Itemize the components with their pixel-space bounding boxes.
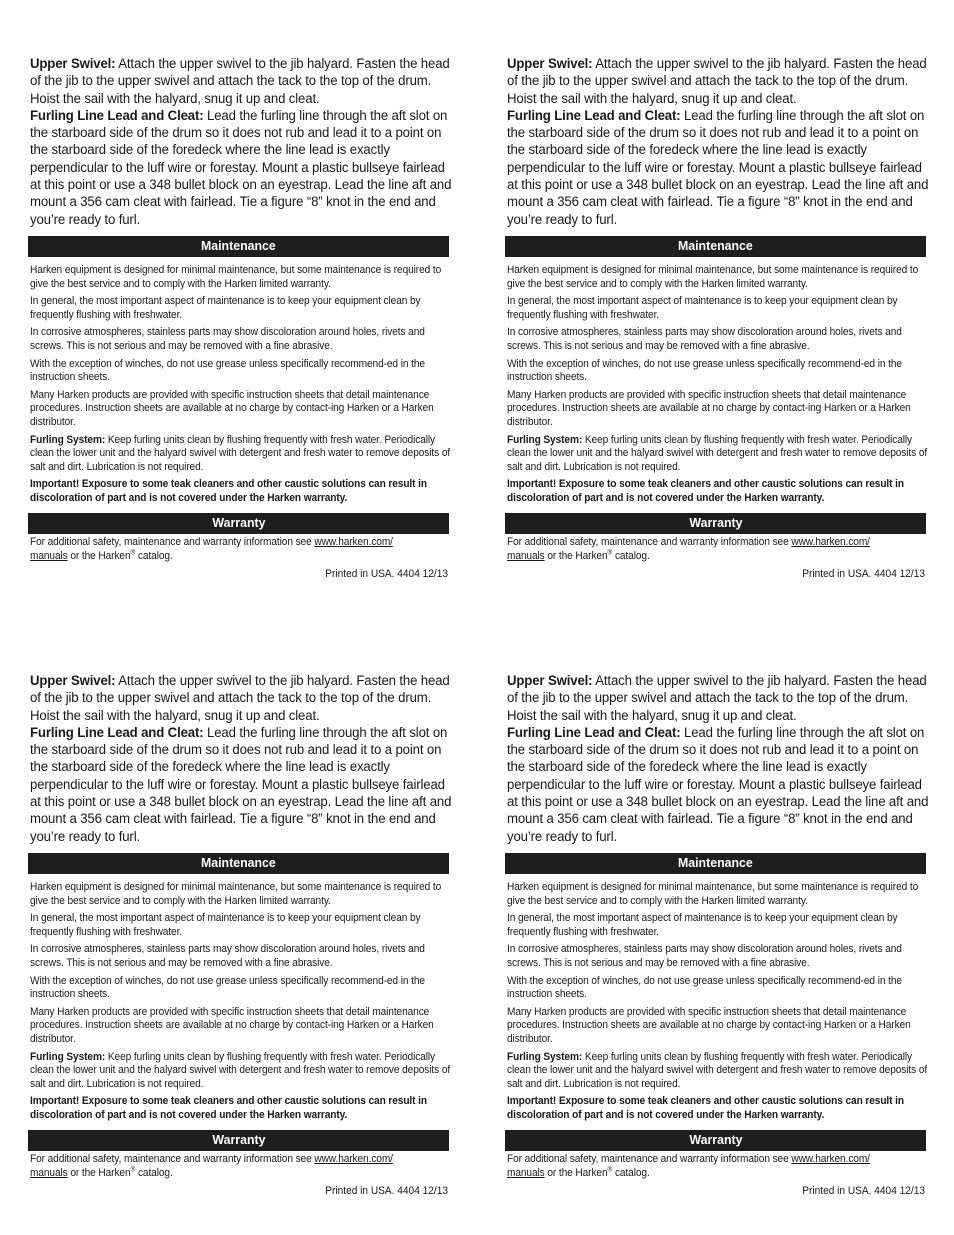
- furling-system-label: Furling System:: [507, 433, 583, 446]
- instruction-panel-top-right: [505, 56, 927, 580]
- warranty-heading-bar: [505, 513, 926, 534]
- maintenance-para-5: Many Harken products are provided with specific instruction sheets that detail maintenance procedures. Instruction sheets are available at no charge by contact-ing Harken or a Harken distributor.: [507, 1005, 911, 1045]
- furling-lead-text: Lead the furling line through the aft slot on the starboard side of the drum so it does not rub and lead it to a point on the starboard side of the foredeck where the line lead is exactly perpendicular to the luff wire or forestay. Mount a plastic bullseye fairlead at this point or use a 348 bullet block on an eyestrap. Lead the line aft and mount a 356 cam cleat with fairlead. Tie a figure “8” knot in the end and you’re ready to furl.: [507, 724, 929, 845]
- upper-swivel-label: Upper Swivel:: [507, 673, 593, 689]
- instructions-text: [30, 56, 452, 229]
- maintenance-heading: Maintenance: [678, 237, 753, 253]
- upper-swivel-text: Attach the upper swivel to the jib halyard. Fasten the head of the jib to the upper swivel and attach the tack to the top of the drum. Hoist the sail with the halyard, snug it up and cleat.: [507, 673, 927, 724]
- maintenance-heading-bar: [505, 236, 926, 257]
- link-part-1[interactable]: www.harken.com/: [314, 536, 393, 549]
- maintenance-para-1: Harken equipment is designed for minimal maintenance, but some maintenance is required to give the best service and to comply with the Harken limited warranty.: [30, 263, 442, 290]
- furling-system-label: Furling System:: [507, 1050, 583, 1063]
- upper-swivel-paragraph: [507, 673, 929, 725]
- maintenance-para-1: Harken equipment is designed for minimal maintenance, but some maintenance is required to give the best service and to comply with the Harken limited warranty.: [507, 880, 919, 907]
- maintenance-heading: Maintenance: [201, 237, 276, 253]
- upper-swivel-label: Upper Swivel:: [507, 56, 593, 72]
- maintenance-para-3: In corrosive atmospheres, stainless parts may show discoloration around holes, rivets and screws. This is not serious and may be removed with a fine abrasive.: [30, 943, 425, 969]
- maintenance-para-4: With the exception of winches, do not use grease unless specifically recommend-ed in the instruction sheets.: [507, 974, 902, 1001]
- furling-system-text: Keep furling units clean by flushing frequently with fresh water. Periodically clean the lower unit and the halyard swivel with detergent and fresh water to remove deposits of salt and dirt. Lubrication is not required.: [507, 433, 928, 473]
- furling-lead-label: Furling Line Lead and Cleat:: [30, 724, 204, 741]
- important-notice: Important! Exposure to some teak cleaners and other caustic solutions can result in discoloration of part and is not covered under the Harken warranty.: [507, 478, 904, 504]
- printed-info-text: Printed in USA. 4404 12/13: [325, 1184, 448, 1197]
- maintenance-para-3: In corrosive atmospheres, stainless parts may show discoloration around holes, rivets and screws. This is not serious and may be removed with a fine abrasive.: [507, 326, 902, 352]
- furling-lead-label: Furling Line Lead and Cleat:: [507, 107, 681, 124]
- link-part-1[interactable]: www.harken.com/: [791, 1153, 870, 1166]
- maintenance-para-1: Harken equipment is designed for minimal maintenance, but some maintenance is required to give the best service and to comply with the Harken limited warranty.: [507, 263, 919, 290]
- upper-swivel-text: Attach the upper swivel to the jib halyard. Fasten the head of the jib to the upper swivel and attach the tack to the top of the drum. Hoist the sail with the halyard, snug it up and cleat.: [30, 56, 450, 107]
- warranty-text: [30, 536, 450, 563]
- maintenance-heading-bar: [28, 853, 449, 874]
- registered-mark: ®: [130, 549, 136, 557]
- warranty-text-before: For additional safety, maintenance and warranty information see: [30, 536, 315, 549]
- maintenance-para-4: With the exception of winches, do not use grease unless specifically recommend-ed in the instruction sheets.: [30, 974, 425, 1001]
- maintenance-para-2: In general, the most important aspect of maintenance is to keep your equipment clean by frequently flushing with freshwater.: [30, 295, 421, 321]
- instructions-text: [507, 56, 929, 229]
- upper-swivel-text: Attach the upper swivel to the jib halyard. Fasten the head of the jib to the upper swivel and attach the tack to the top of the drum. Hoist the sail with the halyard, snug it up and cleat.: [507, 56, 927, 107]
- warranty-text-after: or the Harken: [544, 1167, 608, 1180]
- registered-mark: ®: [130, 1166, 136, 1174]
- furling-lead-text: Lead the furling line through the aft slot on the starboard side of the drum so it does not rub and lead it to a point on the starboard side of the foredeck where the line lead is exactly perpendicular to the luff wire or forestay. Mount a plastic bullseye fairlead at this point or use a 348 bullet block on an eyestrap. Lead the line aft and mount a 356 cam cleat with fairlead. Tie a figure “8” knot in the end and you’re ready to furl.: [30, 107, 452, 228]
- furling-lead-label: Furling Line Lead and Cleat:: [507, 724, 681, 741]
- printed-info: [505, 568, 925, 580]
- instructions-text: [30, 673, 452, 846]
- important-notice: Important! Exposure to some teak cleaners and other caustic solutions can result in discoloration of part and is not covered under the Harken warranty.: [30, 478, 427, 504]
- printed-info-text: Printed in USA. 4404 12/13: [802, 567, 925, 580]
- link-part-2[interactable]: manuals: [507, 1167, 545, 1180]
- maintenance-para-5: Many Harken products are provided with specific instruction sheets that detail maintenance procedures. Instruction sheets are available at no charge by contact-ing Harken or a Harken distributor.: [30, 388, 434, 428]
- link-part-2[interactable]: manuals: [507, 550, 545, 563]
- link-part-2[interactable]: manuals: [30, 550, 68, 563]
- maintenance-heading-bar: [28, 236, 449, 257]
- instruction-panel-bottom-left: [28, 673, 450, 1197]
- warranty-text-before: For additional safety, maintenance and warranty information see: [30, 1153, 315, 1166]
- instructions-text: [507, 673, 929, 846]
- warranty-text-before: For additional safety, maintenance and warranty information see: [507, 536, 792, 549]
- warranty-heading-bar: [28, 513, 449, 534]
- furling-system-text: Keep furling units clean by flushing frequently with fresh water. Periodically clean the lower unit and the halyard swivel with detergent and fresh water to remove deposits of salt and dirt. Lubrication is not required.: [30, 433, 451, 473]
- warranty-heading: Warranty: [211, 1132, 266, 1148]
- upper-swivel-paragraph: [30, 56, 452, 108]
- registered-mark: ®: [607, 549, 613, 557]
- warranty-text-end: catalog.: [135, 550, 173, 563]
- registered-mark: ®: [607, 1166, 613, 1174]
- link-part-2[interactable]: manuals: [30, 1167, 68, 1180]
- furling-system-label: Furling System:: [30, 1050, 106, 1063]
- maintenance-section: [507, 264, 927, 506]
- warranty-text-after: or the Harken: [67, 1167, 131, 1180]
- maintenance-section: [30, 881, 450, 1123]
- furling-system-paragraph: [30, 434, 450, 475]
- warranty-heading: Warranty: [688, 515, 743, 531]
- furling-system-paragraph: [30, 1051, 450, 1092]
- furling-system-text: Keep furling units clean by flushing frequently with fresh water. Periodically clean the lower unit and the halyard swivel with detergent and fresh water to remove deposits of salt and dirt. Lubrication is not required.: [30, 1050, 451, 1090]
- printed-info: [28, 568, 448, 580]
- upper-swivel-paragraph: [507, 56, 929, 108]
- maintenance-para-2: In general, the most important aspect of maintenance is to keep your equipment clean by frequently flushing with freshwater.: [30, 912, 421, 938]
- furling-lead-text: Lead the furling line through the aft slot on the starboard side of the drum so it does not rub and lead it to a point on the starboard side of the foredeck where the line lead is exactly perpendicular to the luff wire or forestay. Mount a plastic bullseye fairlead at this point or use a 348 bullet block on an eyestrap. Lead the line aft and mount a 356 cam cleat with fairlead. Tie a figure “8” knot in the end and you’re ready to furl.: [507, 107, 929, 228]
- maintenance-para-4: With the exception of winches, do not use grease unless specifically recommend-ed in the instruction sheets.: [507, 357, 902, 384]
- warranty-text-after: or the Harken: [544, 550, 608, 563]
- furling-system-text: Keep furling units clean by flushing frequently with fresh water. Periodically clean the lower unit and the halyard swivel with detergent and fresh water to remove deposits of salt and dirt. Lubrication is not required.: [507, 1050, 928, 1090]
- link-part-1[interactable]: www.harken.com/: [791, 536, 870, 549]
- furling-system-label: Furling System:: [30, 433, 106, 446]
- warranty-text: [507, 536, 927, 563]
- upper-swivel-text: Attach the upper swivel to the jib halyard. Fasten the head of the jib to the upper swivel and attach the tack to the top of the drum. Hoist the sail with the halyard, snug it up and cleat.: [30, 673, 450, 724]
- maintenance-para-4: With the exception of winches, do not use grease unless specifically recommend-ed in the instruction sheets.: [30, 357, 425, 384]
- furling-system-paragraph: [507, 1051, 927, 1092]
- warranty-text: [507, 1153, 927, 1180]
- upper-swivel-label: Upper Swivel:: [30, 673, 116, 689]
- important-notice: Important! Exposure to some teak cleaners and other caustic solutions can result in discoloration of part and is not covered under the Harken warranty.: [507, 1095, 904, 1121]
- upper-swivel-label: Upper Swivel:: [30, 56, 116, 72]
- warranty-heading: Warranty: [211, 515, 266, 531]
- maintenance-heading: Maintenance: [201, 854, 276, 870]
- warranty-heading: Warranty: [688, 1132, 743, 1148]
- instruction-panel-bottom-right: [505, 673, 927, 1197]
- maintenance-section: [507, 881, 927, 1123]
- furling-lead-paragraph: [30, 725, 452, 846]
- furling-lead-paragraph: [507, 725, 929, 846]
- furling-system-paragraph: [507, 434, 927, 475]
- maintenance-heading: Maintenance: [678, 854, 753, 870]
- furling-lead-paragraph: [507, 108, 929, 229]
- warranty-text-end: catalog.: [612, 550, 650, 563]
- maintenance-para-1: Harken equipment is designed for minimal maintenance, but some maintenance is required to give the best service and to comply with the Harken limited warranty.: [30, 880, 442, 907]
- upper-swivel-paragraph: [30, 673, 452, 725]
- printed-info: [28, 1185, 448, 1197]
- furling-lead-text: Lead the furling line through the aft slot on the starboard side of the drum so it does not rub and lead it to a point on the starboard side of the foredeck where the line lead is exactly perpendicular to the luff wire or forestay. Mount a plastic bullseye fairlead at this point or use a 348 bullet block on an eyestrap. Lead the line aft and mount a 356 cam cleat with fairlead. Tie a figure “8” knot in the end and you’re ready to furl.: [30, 724, 452, 845]
- warranty-heading-bar: [28, 1130, 449, 1151]
- maintenance-para-3: In corrosive atmospheres, stainless parts may show discoloration around holes, rivets and screws. This is not serious and may be removed with a fine abrasive.: [30, 326, 425, 352]
- furling-lead-paragraph: [30, 108, 452, 229]
- warranty-text: [30, 1153, 450, 1180]
- warranty-text-before: For additional safety, maintenance and warranty information see: [507, 1153, 792, 1166]
- instruction-panel-top-left: [28, 56, 450, 580]
- maintenance-section: [30, 264, 450, 506]
- maintenance-para-3: In corrosive atmospheres, stainless parts may show discoloration around holes, rivets and screws. This is not serious and may be removed with a fine abrasive.: [507, 943, 902, 969]
- warranty-heading-bar: [505, 1130, 926, 1151]
- maintenance-heading-bar: [505, 853, 926, 874]
- printed-info-text: Printed in USA. 4404 12/13: [802, 1184, 925, 1197]
- furling-lead-label: Furling Line Lead and Cleat:: [30, 107, 204, 124]
- printed-info-text: Printed in USA. 4404 12/13: [325, 567, 448, 580]
- warranty-text-end: catalog.: [612, 1167, 650, 1180]
- maintenance-para-5: Many Harken products are provided with specific instruction sheets that detail maintenance procedures. Instruction sheets are available at no charge by contact-ing Harken or a Harken distributor.: [30, 1005, 434, 1045]
- link-part-1[interactable]: www.harken.com/: [314, 1153, 393, 1166]
- warranty-text-end: catalog.: [135, 1167, 173, 1180]
- maintenance-para-5: Many Harken products are provided with specific instruction sheets that detail maintenance procedures. Instruction sheets are available at no charge by contact-ing Harken or a Harken distributor.: [507, 388, 911, 428]
- maintenance-para-2: In general, the most important aspect of maintenance is to keep your equipment clean by frequently flushing with freshwater.: [507, 912, 898, 938]
- important-notice: Important! Exposure to some teak cleaners and other caustic solutions can result in discoloration of part and is not covered under the Harken warranty.: [30, 1095, 427, 1121]
- warranty-text-after: or the Harken: [67, 550, 131, 563]
- printed-info: [505, 1185, 925, 1197]
- maintenance-para-2: In general, the most important aspect of maintenance is to keep your equipment clean by frequently flushing with freshwater.: [507, 295, 898, 321]
